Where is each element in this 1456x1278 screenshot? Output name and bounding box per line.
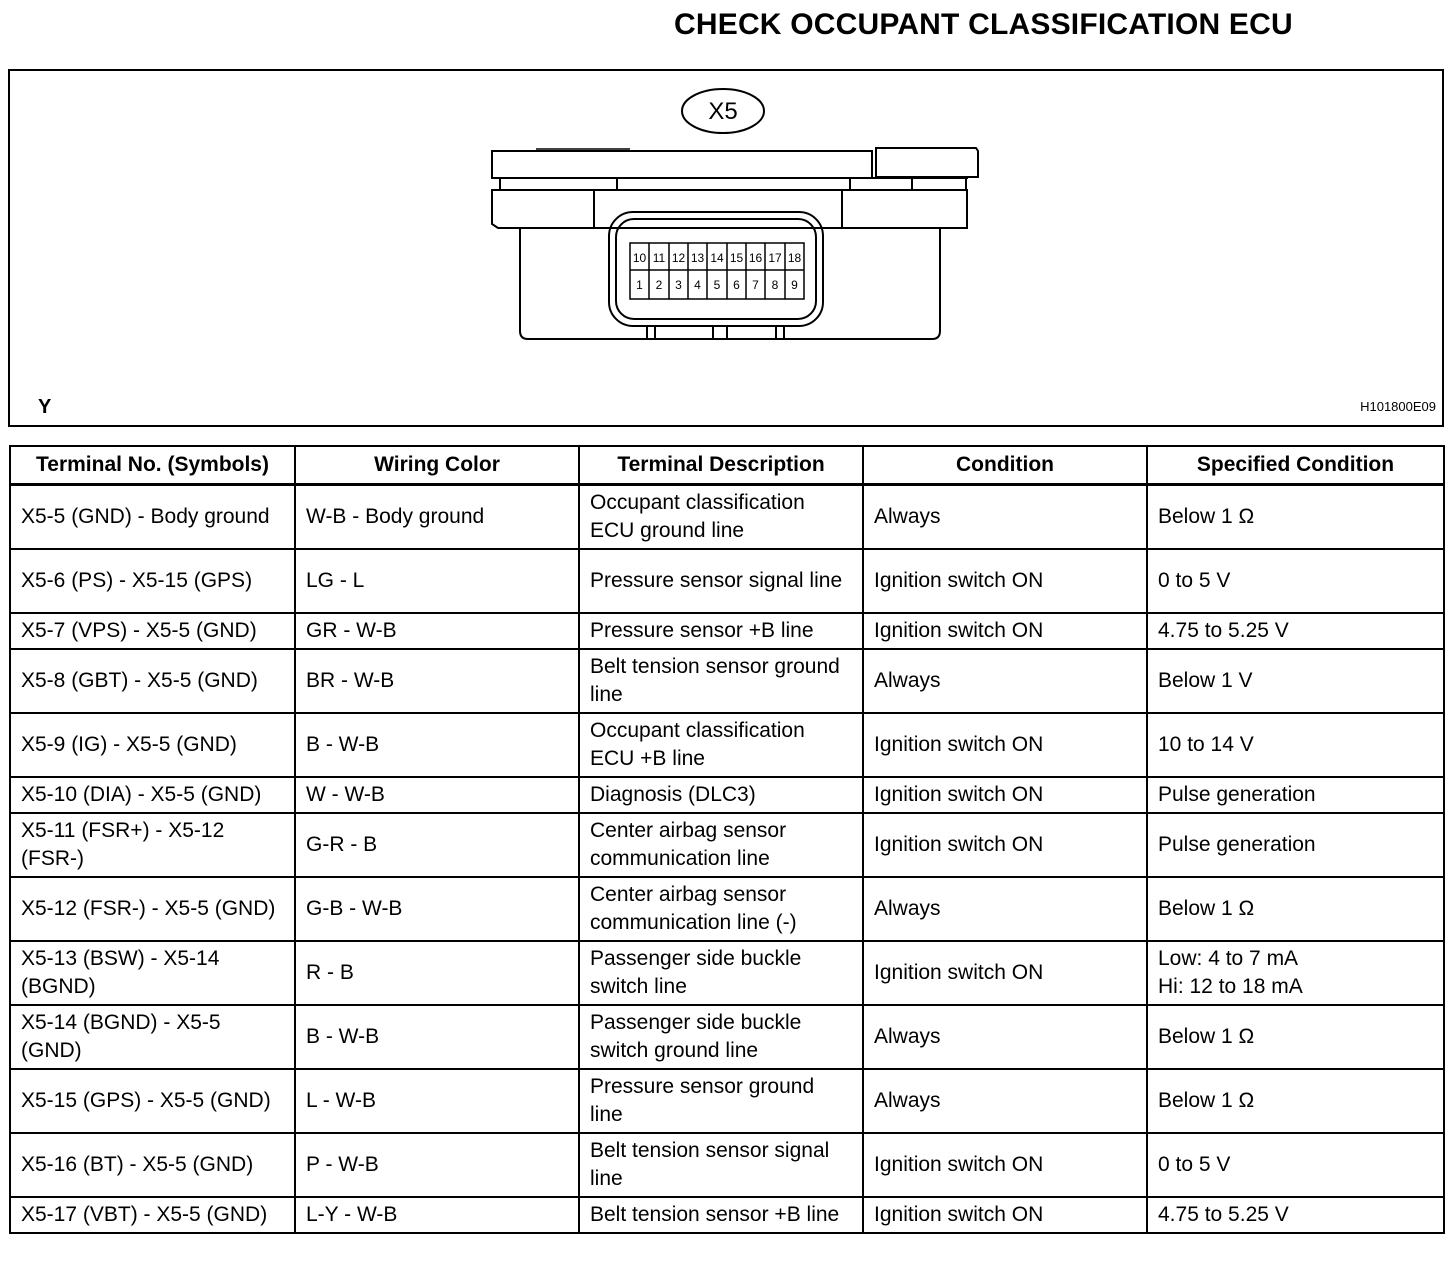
- terminal-9: 9: [791, 278, 798, 292]
- cell-description: Belt tension sensor ground line: [579, 649, 863, 713]
- cell-terminal: X5-6 (PS) - X5-15 (GPS): [10, 549, 295, 613]
- table-header-row: [10, 446, 1444, 485]
- cell-specified: [1147, 941, 1444, 1005]
- cell-description: Center airbag sensor communication line: [579, 813, 863, 877]
- terminal-11: 11: [652, 251, 666, 265]
- terminal-16: 16: [748, 251, 763, 265]
- cell-wiring: BR - W-B: [295, 649, 579, 713]
- table-row: [10, 777, 1444, 813]
- cell-condition: Ignition switch ON: [863, 549, 1147, 613]
- cell-specified: Below 1 Ω: [1147, 877, 1444, 941]
- cell-wiring: B - W-B: [295, 713, 579, 777]
- table-row: [10, 1069, 1444, 1133]
- table-row: [10, 941, 1444, 1005]
- connector-flange: [492, 190, 967, 228]
- cell-wiring: G-R - B: [295, 813, 579, 877]
- cell-specified: 0 to 5 V: [1147, 549, 1444, 613]
- cell-terminal: X5-15 (GPS) - X5-5 (GND): [10, 1069, 295, 1133]
- table-row: [10, 649, 1444, 713]
- cell-terminal: X5-7 (VPS) - X5-5 (GND): [10, 613, 295, 649]
- header-terminal: Terminal No. (Symbols): [10, 446, 295, 485]
- terminal-13: 13: [690, 251, 705, 265]
- table-row: [10, 1197, 1444, 1233]
- cell-condition: Always: [863, 1069, 1147, 1133]
- cell-wiring: G-B - W-B: [295, 877, 579, 941]
- cell-specified: Below 1 Ω: [1147, 1069, 1444, 1133]
- cell-terminal: X5-13 (BSW) - X5-14 (BGND): [10, 941, 295, 1005]
- cell-wiring: B - W-B: [295, 1005, 579, 1069]
- cell-condition: Ignition switch ON: [863, 1133, 1147, 1197]
- cell-specified: Pulse generation: [1147, 813, 1444, 877]
- cell-wiring: L - W-B: [295, 1069, 579, 1133]
- cell-wiring: W - W-B: [295, 777, 579, 813]
- table-row: [10, 1133, 1444, 1197]
- connector-latch: [876, 148, 978, 177]
- cell-description: Pressure sensor signal line: [579, 549, 863, 613]
- cell-wiring: GR - W-B: [295, 613, 579, 649]
- cell-condition: Ignition switch ON: [863, 713, 1147, 777]
- connector-housing-top: [492, 151, 872, 178]
- terminal-4: 4: [694, 278, 701, 292]
- cell-specified: 4.75 to 5.25 V: [1147, 1197, 1444, 1233]
- cell-description: Passenger side buckle switch line: [579, 941, 863, 1005]
- cell-wiring: LG - L: [295, 549, 579, 613]
- cell-terminal: X5-9 (IG) - X5-5 (GND): [10, 713, 295, 777]
- terminal-1: 1: [636, 278, 643, 292]
- specified-hi: Hi: 12 to 18 mA: [1158, 975, 1303, 998]
- terminal-8: 8: [771, 278, 779, 292]
- cell-specified: Below 1 Ω: [1147, 485, 1444, 550]
- cell-description: Pressure sensor +B line: [579, 613, 863, 649]
- cell-description: Center airbag sensor communication line (-): [579, 877, 863, 941]
- plug-inner: [616, 219, 816, 319]
- cell-specified: 10 to 14 V: [1147, 713, 1444, 777]
- connector-figure: [8, 69, 1444, 427]
- cell-description: Occupant classification ECU +B line: [579, 713, 863, 777]
- cell-condition: Ignition switch ON: [863, 941, 1147, 1005]
- cell-terminal: X5-5 (GND) - Body ground: [10, 485, 295, 550]
- connector-label: X5: [708, 98, 738, 125]
- cell-condition: Ignition switch ON: [863, 613, 1147, 649]
- figure-corner-label: Y: [38, 396, 52, 418]
- cell-terminal: X5-11 (FSR+) - X5-12 (FSR-): [10, 813, 295, 877]
- cell-condition: Always: [863, 1005, 1147, 1069]
- terminal-12: 12: [671, 251, 686, 265]
- terminal-17: 17: [768, 251, 782, 265]
- terminal-18: 18: [787, 251, 802, 265]
- cell-specified: 4.75 to 5.25 V: [1147, 613, 1444, 649]
- header-specified-condition: Specified Condition: [1147, 446, 1444, 485]
- table-row: [10, 549, 1444, 613]
- cell-specified: Below 1 Ω: [1147, 1005, 1444, 1069]
- connector-drawing: [10, 71, 1442, 425]
- table-row: [10, 713, 1444, 777]
- terminal-spec-table: [9, 445, 1445, 1234]
- cell-wiring: W-B - Body ground: [295, 485, 579, 550]
- cell-description: Occupant classification ECU ground line: [579, 485, 863, 550]
- cell-wiring: L-Y - W-B: [295, 1197, 579, 1233]
- page-title: CHECK OCCUPANT CLASSIFICATION ECU: [674, 8, 1293, 41]
- table-row: [10, 613, 1444, 649]
- cell-specified: Below 1 V: [1147, 649, 1444, 713]
- cell-terminal: X5-8 (GBT) - X5-5 (GND): [10, 649, 295, 713]
- table-row: [10, 877, 1444, 941]
- terminal-6: 6: [733, 278, 740, 292]
- cell-description: Passenger side buckle switch ground line: [579, 1005, 863, 1069]
- cell-condition: Always: [863, 877, 1147, 941]
- cell-terminal: X5-16 (BT) - X5-5 (GND): [10, 1133, 295, 1197]
- cell-specified: 0 to 5 V: [1147, 1133, 1444, 1197]
- cell-wiring: R - B: [295, 941, 579, 1005]
- connector-body: [520, 228, 940, 339]
- header-terminal-description: Terminal Description: [579, 446, 863, 485]
- cell-condition: Ignition switch ON: [863, 813, 1147, 877]
- terminal-15: 15: [729, 251, 744, 265]
- table-row: [10, 813, 1444, 877]
- header-wiring-color: Wiring Color: [295, 446, 579, 485]
- cell-specified: Pulse generation: [1147, 777, 1444, 813]
- cell-description: Pressure sensor ground line: [579, 1069, 863, 1133]
- terminal-14: 14: [710, 251, 724, 265]
- cell-wiring: P - W-B: [295, 1133, 579, 1197]
- terminal-7: 7: [752, 278, 759, 292]
- header-condition: Condition: [863, 446, 1147, 485]
- terminal-10: 10: [632, 251, 647, 265]
- cell-terminal: X5-14 (BGND) - X5-5 (GND): [10, 1005, 295, 1069]
- cell-description: Diagnosis (DLC3): [579, 777, 863, 813]
- cell-condition: Always: [863, 485, 1147, 550]
- cell-terminal: X5-17 (VBT) - X5-5 (GND): [10, 1197, 295, 1233]
- table-row: [10, 485, 1444, 550]
- specified-low: Low: 4 to 7 mA: [1158, 947, 1299, 970]
- terminal-2: 2: [655, 278, 663, 292]
- terminal-5: 5: [713, 278, 721, 292]
- figure-code: H101800E09: [1360, 399, 1436, 414]
- table-row: [10, 1005, 1444, 1069]
- cell-description: Belt tension sensor signal line: [579, 1133, 863, 1197]
- cell-terminal: X5-12 (FSR-) - X5-5 (GND): [10, 877, 295, 941]
- cell-condition: Ignition switch ON: [863, 1197, 1147, 1233]
- terminal-3: 3: [675, 278, 682, 292]
- plug-outer: [609, 212, 823, 326]
- cell-condition: Always: [863, 649, 1147, 713]
- cell-description: Belt tension sensor +B line: [579, 1197, 863, 1233]
- cell-condition: Ignition switch ON: [863, 777, 1147, 813]
- cell-terminal: X5-10 (DIA) - X5-5 (GND): [10, 777, 295, 813]
